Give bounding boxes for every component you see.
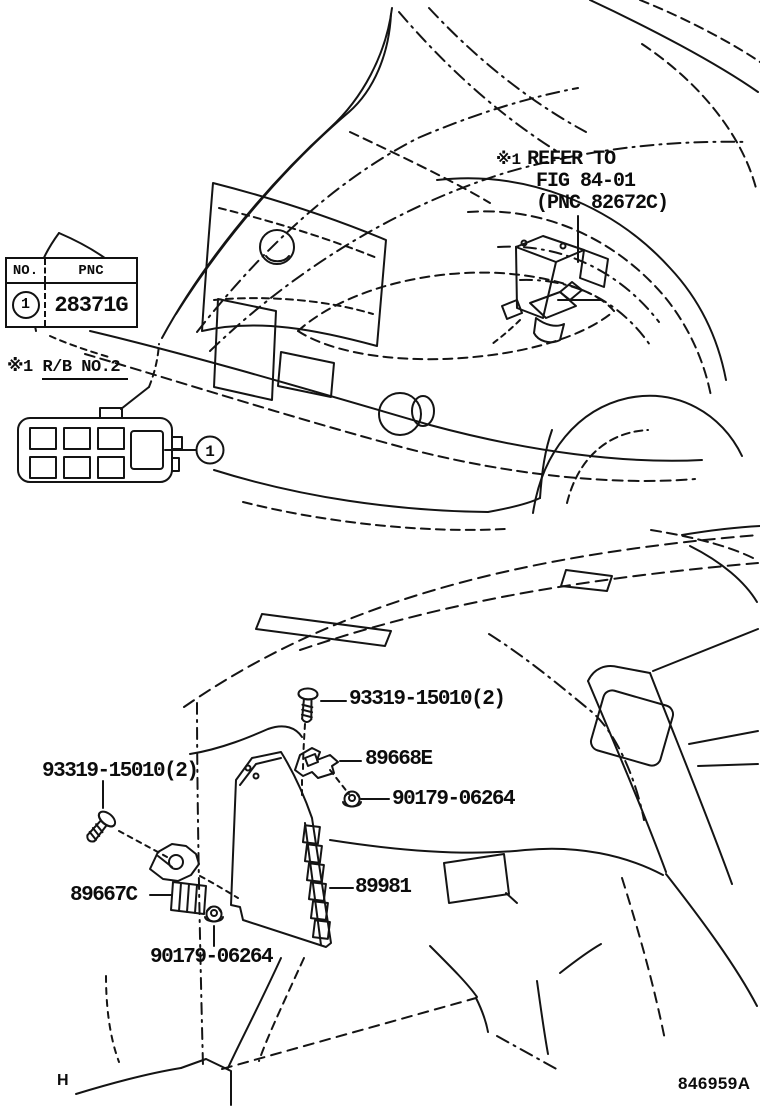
parts-table-header xyxy=(6,258,137,283)
rb-note xyxy=(7,356,128,377)
nut-icon xyxy=(343,792,361,807)
part-label-nut-right[interactable]: 90179-06264 xyxy=(392,788,515,811)
part-label-ecu[interactable]: 89981 xyxy=(355,876,411,899)
ecu-unit-drawing xyxy=(231,752,331,947)
col-pnc-header: PNC xyxy=(45,258,137,283)
refer-note-line3: (PNC 82672C) xyxy=(536,192,669,215)
refer-note-line1: ※1 REFER TO xyxy=(496,148,616,171)
refer-note xyxy=(496,149,668,215)
parts-table-row[interactable] xyxy=(6,283,137,327)
page-code: H xyxy=(57,1072,69,1089)
part-label-bracket-upper[interactable]: 89668E xyxy=(365,748,432,771)
emblem-icon xyxy=(260,230,294,264)
part-label-bracket-side[interactable]: 89667C xyxy=(70,884,137,907)
part-label-screw-top[interactable]: 93319-15010(2) xyxy=(349,688,505,711)
callout-number: 1 xyxy=(205,443,215,461)
rb-note-prefix: ※1 xyxy=(7,358,33,377)
circled-number: 1 xyxy=(12,291,40,319)
relay-box-assembly xyxy=(492,216,608,344)
screw-icon xyxy=(297,688,318,722)
part-label-nut-left[interactable]: 90179-06264 xyxy=(150,946,273,969)
callout-circle[interactable] xyxy=(197,437,224,464)
parts-table xyxy=(5,257,138,328)
row-no-cell xyxy=(6,283,45,327)
part-label-screw-left[interactable]: 93319-15010(2) xyxy=(42,760,198,783)
rb-note-label: R/B NO.2 xyxy=(42,358,128,380)
screw-icon xyxy=(82,809,118,847)
nut-icon xyxy=(205,907,223,922)
license-plate-area xyxy=(214,299,276,400)
col-no-header: NO. xyxy=(6,258,45,283)
figure-number: 846959A xyxy=(678,1074,751,1093)
refer-note-line2: FIG 84-01 xyxy=(536,170,636,193)
row-pnc-cell: 28371G xyxy=(45,283,137,327)
dashboard-interior-view xyxy=(76,530,758,1105)
fog-lamp xyxy=(379,393,421,435)
car-front-view xyxy=(33,0,760,535)
refer-note-prefix: ※1 xyxy=(496,151,522,169)
glove-box xyxy=(444,854,509,903)
